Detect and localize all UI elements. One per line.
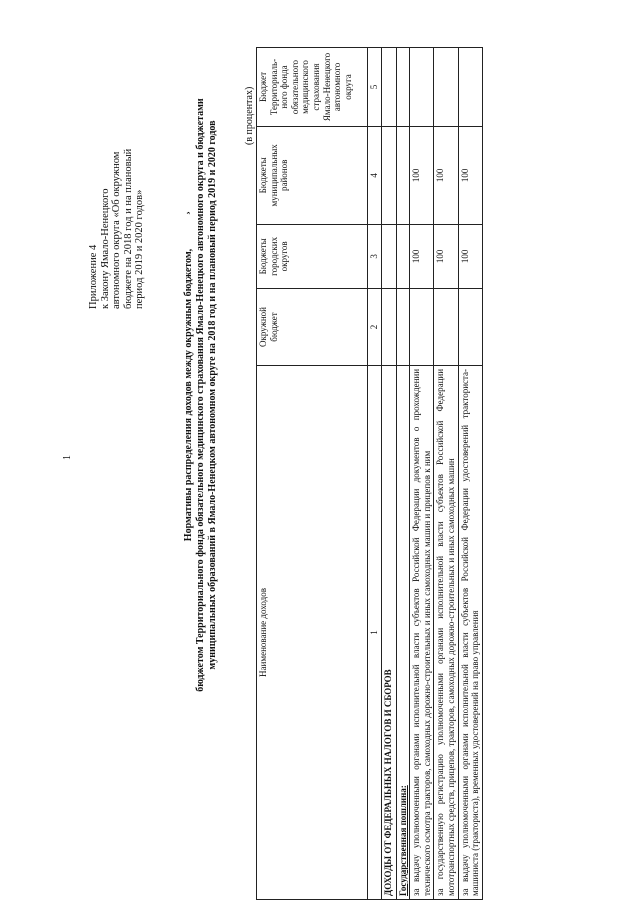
appendix-line: Приложение 4 (88, 244, 99, 309)
okrug-share (410, 289, 434, 366)
header-income-name: Наименование доходов (257, 365, 368, 899)
document-title (183, 0, 219, 805)
header-city-budgets: Бюджеты городских округов (257, 224, 368, 288)
distribution-norms-table (256, 47, 483, 900)
fund-share (458, 48, 482, 127)
scan-mark: ¸ (176, 211, 190, 215)
fund-share (434, 48, 458, 127)
city-share: 100 (410, 224, 434, 288)
page-number: 1 (62, 455, 73, 460)
appendix-header (88, 49, 146, 309)
column-number: 3 (368, 224, 382, 288)
column-number: 1 (368, 365, 382, 899)
table-row (458, 48, 482, 900)
city-share: 100 (458, 224, 482, 288)
column-number: 4 (368, 127, 382, 225)
header-insurance-fund: Бюджет Территориаль-ного фонда обязательного медицинского страхования Ямало-Ненецкого автономного округа (257, 48, 368, 127)
district-share: 100 (434, 127, 458, 225)
section-row (381, 48, 396, 900)
district-share: 100 (410, 127, 434, 225)
column-number: 5 (368, 48, 382, 127)
column-number-row (368, 48, 382, 900)
column-number: 2 (368, 289, 382, 366)
section-title: ДОХОДЫ ОТ ФЕДЕРАЛЬНЫХ НАЛОГОВ И СБОРОВ (381, 365, 396, 899)
income-name: за выдачу уполномоченными органами исполнительной власти субъектов Российской Федерации удостоверений тракториста-машиниста (тракториста), временных удостоверений на право управления (458, 365, 482, 899)
unit-note: (в процентах) (244, 86, 255, 145)
appendix-line: автономного округа «Об окружном (111, 151, 123, 309)
table-row (434, 48, 458, 900)
fund-share (410, 48, 434, 127)
title-line: муниципальных образований в Ямало-Ненецком автономном округе на 2018 год и на плановый период 2019 и 2020 годов (207, 120, 218, 670)
appendix-line: период 2019 и 2020 годов» (134, 189, 146, 309)
appendix-line: бюджете на 2018 год и на плановый (122, 148, 134, 309)
okrug-share (458, 289, 482, 366)
appendix-line: к Закону Ямало-Ненецкого (99, 188, 111, 309)
subsection-row (396, 48, 410, 900)
header-row (257, 48, 368, 900)
income-name: за выдачу уполномоченными органами исполнительной власти субъектов Российской Федерации документов о прохождении технического осмотра тракторов, самоходных дорожно-строительных и иных самоходных машин и прицепов к ним (410, 365, 434, 899)
okrug-share (434, 289, 458, 366)
header-okrug-budget: Окружной бюджет (257, 289, 368, 366)
district-share: 100 (458, 127, 482, 225)
table-row (410, 48, 434, 900)
title-line: Нормативы распределения доходов между окружным бюджетом, (183, 248, 194, 542)
title-line: бюджетом Территориального фонда обязательного медицинского страхования Ямало-Ненецкого автономного округа и бюджетами (195, 98, 206, 692)
header-district-budgets: Бюджеты муниципальных районов (257, 127, 368, 225)
city-share: 100 (434, 224, 458, 288)
income-name: за государственную регистрацию уполномоченными органами исполнительной власти субъектов Российской Федерации мототранспортных средств, прицепов, тракторов, самоходных дорожно-строительных и иных самоходных машин (434, 365, 458, 899)
subsection-title: Государственная пошлина: (396, 365, 410, 899)
